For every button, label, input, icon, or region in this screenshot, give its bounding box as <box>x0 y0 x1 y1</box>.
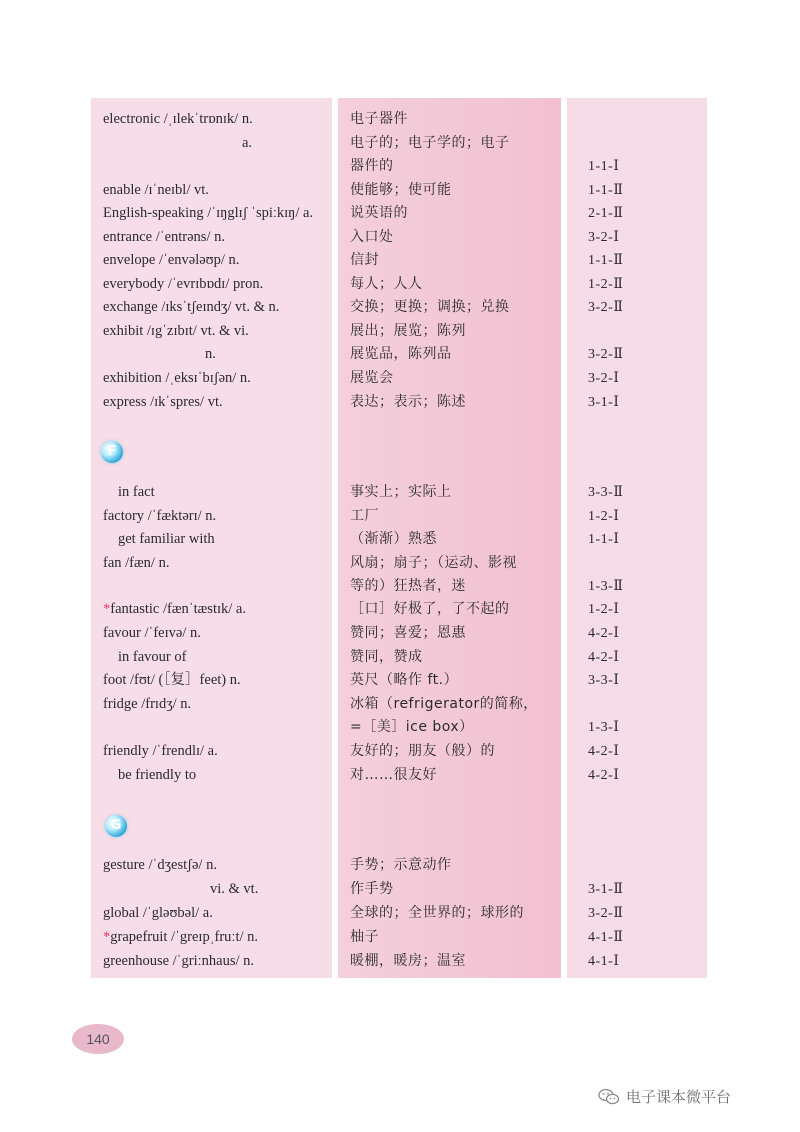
entry-word: express /ɪkˈspres/ vt. <box>103 394 223 410</box>
entry-meaning: 事实上；实际上 <box>350 484 452 500</box>
entry-word: exhibit /ɪgˈzɪbɪt/ vt. & vi. <box>103 323 249 339</box>
entry-ref: 3-1-Ⅱ <box>588 882 624 897</box>
entry-meaning: 全球的；全世界的；球形的 <box>350 905 524 921</box>
list-item <box>0 669 800 692</box>
entry-word: n. <box>205 346 216 362</box>
list-item <box>0 155 800 178</box>
watermark <box>598 1086 731 1110</box>
entry-word: friendly /ˈfrendlɪ/ a. <box>103 743 218 759</box>
list-item <box>0 481 800 504</box>
entry-word: foot /fʊt/ (［复］feet) n. <box>103 672 241 688</box>
entry-meaning: 说英语的 <box>350 205 408 221</box>
list-item <box>0 273 800 296</box>
entry-meaning: （渐渐）熟悉 <box>350 531 437 547</box>
list-item <box>0 854 800 877</box>
entry-meaning: 赞同；喜爱；恩惠 <box>350 625 466 641</box>
entry-word: everybody /ˈevrɪbɒdɪ/ pron. <box>103 276 264 292</box>
entry-meaning: 每人；人人 <box>350 276 423 292</box>
entry-meaning: 电子的；电子学的；电子 <box>350 135 510 151</box>
entry-ref: 3-3-Ⅰ <box>588 673 620 688</box>
entry-word: English-speaking /ˈɪŋglɪʃ ˈspiːkɪŋ/ a. <box>103 205 314 221</box>
entry-meaning: 对……很友好 <box>350 767 437 783</box>
entry-meaning: 柚子 <box>350 929 379 945</box>
entry-word: in fact <box>118 484 155 500</box>
entry-word: greenhouse /ˈgriːnhaus/ n. <box>103 953 255 969</box>
entry-meaning: 手势；示意动作 <box>350 857 452 873</box>
entry-ref: 3-2-Ⅰ <box>588 230 620 245</box>
entry-word: a. <box>242 135 253 151</box>
list-item <box>0 598 800 621</box>
list-item <box>0 367 800 390</box>
list-item <box>0 528 800 551</box>
entry-ref: 4-2-Ⅰ <box>588 626 620 641</box>
entry-meaning: 赞同，赞成 <box>350 649 423 665</box>
entry-meaning: 展览会 <box>350 370 394 386</box>
entry-meaning: 交换；更换；调换；兑换 <box>350 299 510 315</box>
entry-word: entrance /ˈentrəns/ n. <box>103 229 225 245</box>
list-item <box>0 902 800 925</box>
entry-meaning: 入口处 <box>350 229 394 245</box>
entry-ref: 1-2-Ⅰ <box>588 509 620 524</box>
entry-word: exchange /ɪksˈtʃeɪndʒ/ vt. & n. <box>103 299 280 315</box>
entry-word: grapefruit /ˈgreɪpˌfruːt/ n. <box>110 929 259 945</box>
list-item <box>0 343 800 366</box>
list-item <box>0 740 800 763</box>
entry-word: favour /ˈfeɪvə/ n. <box>103 625 201 641</box>
entry-word: get familiar with <box>118 531 215 547</box>
list-item <box>0 575 800 598</box>
wechat-icon <box>598 1088 620 1110</box>
watermark-text: 电子课本微平台 <box>626 1088 732 1106</box>
list-item <box>0 202 800 225</box>
list-item <box>0 320 800 343</box>
entry-word: enable /ɪˈneɪbl/ vt. <box>103 182 209 198</box>
entry-word-wrap <box>103 926 258 949</box>
list-item <box>0 132 800 155</box>
entry-ref: 3-2-Ⅱ <box>588 906 624 921</box>
entry-meaning: 信封 <box>350 252 379 268</box>
entry-meaning: 暖棚，暖房；温室 <box>350 953 466 969</box>
entry-word: gesture /ˈdʒestʃə/ n. <box>103 857 217 873</box>
list-item <box>0 505 800 528</box>
page-number: 140 <box>72 1024 124 1054</box>
entry-ref: 3-3-Ⅱ <box>588 485 624 500</box>
entry-meaning: 展览品，陈列品 <box>350 346 452 362</box>
list-item <box>0 226 800 249</box>
entry-ref: 4-2-Ⅰ <box>588 650 620 665</box>
entry-ref: 1-1-Ⅰ <box>588 532 620 547</box>
entry-word: factory /ˈfæktərɪ/ n. <box>103 508 217 524</box>
list-item <box>0 622 800 645</box>
entry-meaning: 使能够；使可能 <box>350 182 452 198</box>
entry-word: electronic /ˌɪlekˈtrɒnɪk/ n. <box>103 111 253 127</box>
entry-ref: 2-1-Ⅱ <box>588 206 624 221</box>
entry-word-wrap <box>103 598 246 621</box>
entry-ref: 1-3-Ⅰ <box>588 720 620 735</box>
entry-meaning: 电子器件 <box>350 111 408 127</box>
list-item <box>0 878 800 901</box>
list-item <box>0 108 800 131</box>
entry-meaning: 冰箱（refrigerator的简称， <box>350 696 538 712</box>
entry-word: fan /fæn/ n. <box>103 555 170 571</box>
entry-word: be friendly to <box>118 767 197 783</box>
list-item <box>0 552 800 575</box>
entry-meaning: 等的）狂热者，迷 <box>350 578 466 594</box>
entry-meaning: 风扇；扇子；（运动、影视 <box>350 555 517 571</box>
list-item <box>0 950 800 973</box>
entry-ref: 4-2-Ⅰ <box>588 744 620 759</box>
entry-meaning: ［口］好极了，了不起的 <box>350 601 510 617</box>
list-item <box>0 249 800 272</box>
entry-ref: 4-2-Ⅰ <box>588 768 620 783</box>
entry-meaning: 展出；展览；陈列 <box>350 323 466 339</box>
entry-ref: 1-2-Ⅱ <box>588 277 624 292</box>
list-item <box>0 391 800 414</box>
list-item <box>0 646 800 669</box>
section-f-icon: F <box>101 441 123 463</box>
entry-ref: 1-3-Ⅱ <box>588 579 624 594</box>
star-mark: * <box>103 929 111 945</box>
entry-ref: 4-1-Ⅰ <box>588 954 620 969</box>
entry-word: fantastic /fænˈtæstɪk/ a. <box>110 601 246 617</box>
list-item <box>0 764 800 787</box>
entry-meaning: 器件的 <box>350 158 394 174</box>
entry-word: vi. & vt. <box>210 881 259 897</box>
star-mark: * <box>103 601 111 617</box>
entry-ref: 3-2-Ⅱ <box>588 300 624 315</box>
list-item <box>0 296 800 319</box>
entry-ref: 1-2-Ⅰ <box>588 602 620 617</box>
entry-word: in favour of <box>118 649 187 665</box>
list-item <box>0 716 800 739</box>
list-item <box>0 926 800 949</box>
entry-word: envelope /ˈenvələʊp/ n. <box>103 252 240 268</box>
section-g-icon: G <box>105 815 127 837</box>
entry-word: fridge /frɪdʒ/ n. <box>103 696 192 712</box>
entry-ref: 3-1-Ⅰ <box>588 395 620 410</box>
entry-meaning: 工厂 <box>350 508 379 524</box>
entry-meaning: =［美］ice box） <box>350 719 474 735</box>
entry-ref: 4-1-Ⅱ <box>588 930 624 945</box>
list-item <box>0 179 800 202</box>
entry-ref: 3-2-Ⅰ <box>588 371 620 386</box>
entry-word: global /ˈgləʊbəl/ a. <box>103 905 213 921</box>
entry-meaning: 友好的；朋友（般）的 <box>350 743 495 759</box>
entry-meaning: 作手势 <box>350 881 394 897</box>
entry-meaning: 英尺（略作 ft.） <box>350 672 459 688</box>
entry-ref: 3-2-Ⅱ <box>588 347 624 362</box>
entry-word: exhibition /ˌeksɪˈbɪʃən/ n. <box>103 370 251 386</box>
entry-ref: 1-1-Ⅱ <box>588 253 624 268</box>
entry-ref: 1-1-Ⅱ <box>588 183 624 198</box>
entry-meaning: 表达；表示；陈述 <box>350 394 466 410</box>
list-item <box>0 693 800 716</box>
entry-ref: 1-1-Ⅰ <box>588 159 620 174</box>
